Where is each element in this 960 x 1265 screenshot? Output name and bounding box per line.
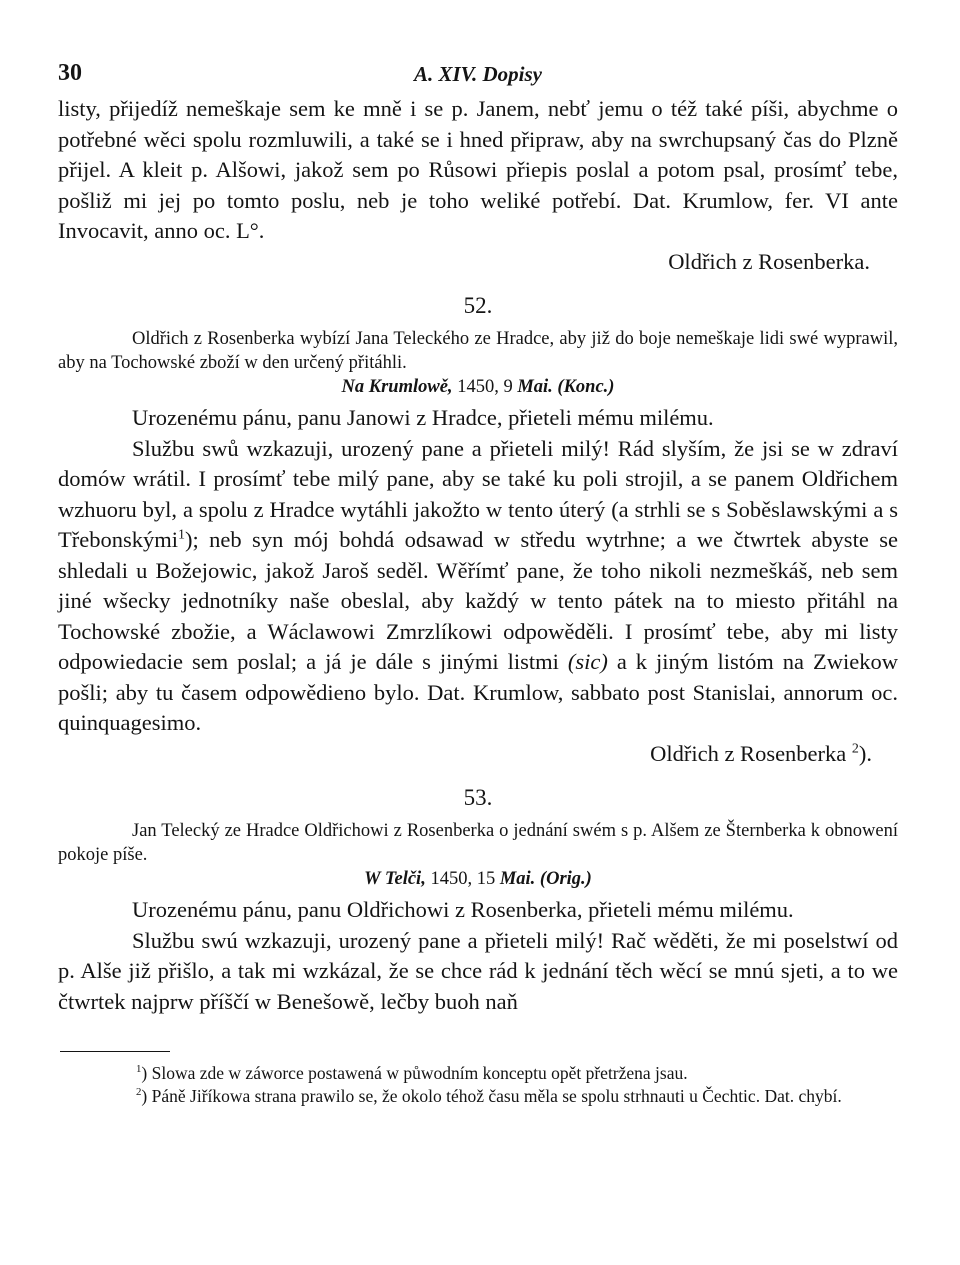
letter-52-body-post: a k jiným listóm na Zwiekow pošli; aby tu časem odpowědieno bylo. Dat. Krumlow, sabbato post Stanislai, annorum oc. quinquagesimo.	[58, 649, 899, 735]
page-number: 30	[58, 60, 82, 86]
letter-52-place: Na Krumlowě,	[341, 377, 453, 397]
letter-52-body-pre: Službu swů wzkazuji, urozený pane a přieteli milý! Rád slyším, že jsi se w zdraví domów wrátil. I prosímť tebe milý pane, aby se také ku poli strojil, a se panem Oldřichem wzhuoru byl, a spolu z Hradce wytáhli jakožto w tento úterý (a strhli se s Soběslawskými a s Třebonskými	[58, 435, 898, 552]
letter-52-address: Urozenému pánu, panu Janowi z Hradce, přieteli mému milému.	[132, 405, 714, 430]
letter-53-month: Mai.	[499, 869, 536, 889]
book-page	[58, 58, 898, 1108]
letter-52-body-mid: ); neb syn mój bohdá odsawad w středu wytrhne; a we čtwrtek abyste se shledali u Božejowic, jakož Jaroš seděl. Wěřímť pane, že toho nikoli nezmeškáš, neb sem jiné wšecky jednotníky naše obeslal, aby každý w tento pátek na to miesto přitáhl na Tochowské zbožie, a Wáclawowi Zmrzlíkowi odpowěděli. I prosímť tebe, aby mi listy odpowiedacie sem poslal; a já je dále s jinými listmi	[58, 527, 898, 674]
letter-53-regest: Jan Telecký ze Hradce Oldřichowi z Rosenberka o jednání swém s p. Alšem ze Šternberka k obnowení pokoje píše.	[58, 821, 898, 865]
footnote-2: $^2$) Páně Jiříkowa strana prawilo se, že okolo téhož času měla se spolu strhnauti u Čechtic. Dat. chybí.	[136, 1086, 842, 1106]
letter-52-signature-name: Oldřich z Rosenberka	[650, 740, 847, 766]
letter-52-source: (Konc.)	[557, 377, 615, 397]
letter-53-source: (Orig.)	[539, 869, 592, 889]
letter-52-signature: Oldřich z Rosenberka $^2$).	[650, 740, 872, 766]
letter-53-number: 53.	[463, 785, 493, 810]
letter-52-dateline	[58, 375, 898, 399]
footnote-1: $^1$) Slowa zde w záworce postawená w půwodním konceptu opět přetržena jsau.	[136, 1063, 688, 1083]
footnote-1-mark: 1	[136, 1063, 142, 1076]
letter-53-place: W Telči,	[364, 869, 426, 889]
running-head: A. XIV. Dopisy	[414, 62, 542, 86]
sic-note: (sic)	[567, 649, 608, 674]
footnote-ref-1: 1	[177, 527, 185, 543]
footnote-separator	[60, 1051, 170, 1052]
letter-52-signature-end: .	[866, 740, 872, 766]
page-header	[58, 58, 898, 94]
letter-53-dateline	[58, 867, 898, 891]
footnote-2-mark: 2	[136, 1086, 142, 1099]
footnote-2-text: Páně Jiříkowa strana prawilo se, že okolo téhož času měla se spolu strhnauti u Čechtic. Dat. chybí.	[151, 1086, 842, 1106]
letter-51-signature: Oldřich z Rosenberka.	[668, 248, 870, 274]
letter-52-number: 52.	[463, 293, 493, 318]
letter-52-regest: Oldřich z Rosenberka wybízí Jana Teleckého ze Hradce, aby již do boje nemeškaje lidi swé wyprawil, aby na Tochowské zboží w den určený přitáhli.	[58, 329, 898, 373]
letter-53-address: Urozenému pánu, panu Oldřichowi z Rosenberka, přieteli mému milému.	[132, 897, 794, 922]
footnote-1-text: Slowa zde w záworce postawená w půwodním konceptu opět přetržena jsau.	[151, 1063, 688, 1083]
letter-52-month: Mai.	[517, 377, 553, 397]
letter-53-date: 1450, 15	[430, 869, 496, 889]
letter-52-body	[58, 434, 898, 739]
letter-53-body: Službu swú wzkazuji, urozený pane a přieteli milý! Rač wěděti, že mi poselstwí od p. Alše již přišlo, a tak mi wzkázal, že se chce rád k jednání těch wěcí se mnú sjeti, a to we čtwrtek najprw příščí w Benešowě, lečby buoh naň	[58, 927, 898, 1014]
footnote-ref-2: 2	[851, 741, 859, 756]
letter-52-date: 1450, 9	[457, 377, 513, 397]
letter-51-text: listy, přijedíž nemeškaje sem ke mně i se p. Janem, nebť jemu o též také píši, abychme o potřebné wěci spolu rozmluwili, a také se i hned připraw, aby na swrchupsaný čas do Plzně přijel. A kleit p. Alšowi, jakož sem po Růsowi přiepis poslal a potom psal, prosímť tebe, pošliž mi jej po tomto poslu, neb je toho weliké potřebí. Dat. Krumlow, fer. VI ante Invocavit, anno oc. L°.	[58, 96, 898, 243]
